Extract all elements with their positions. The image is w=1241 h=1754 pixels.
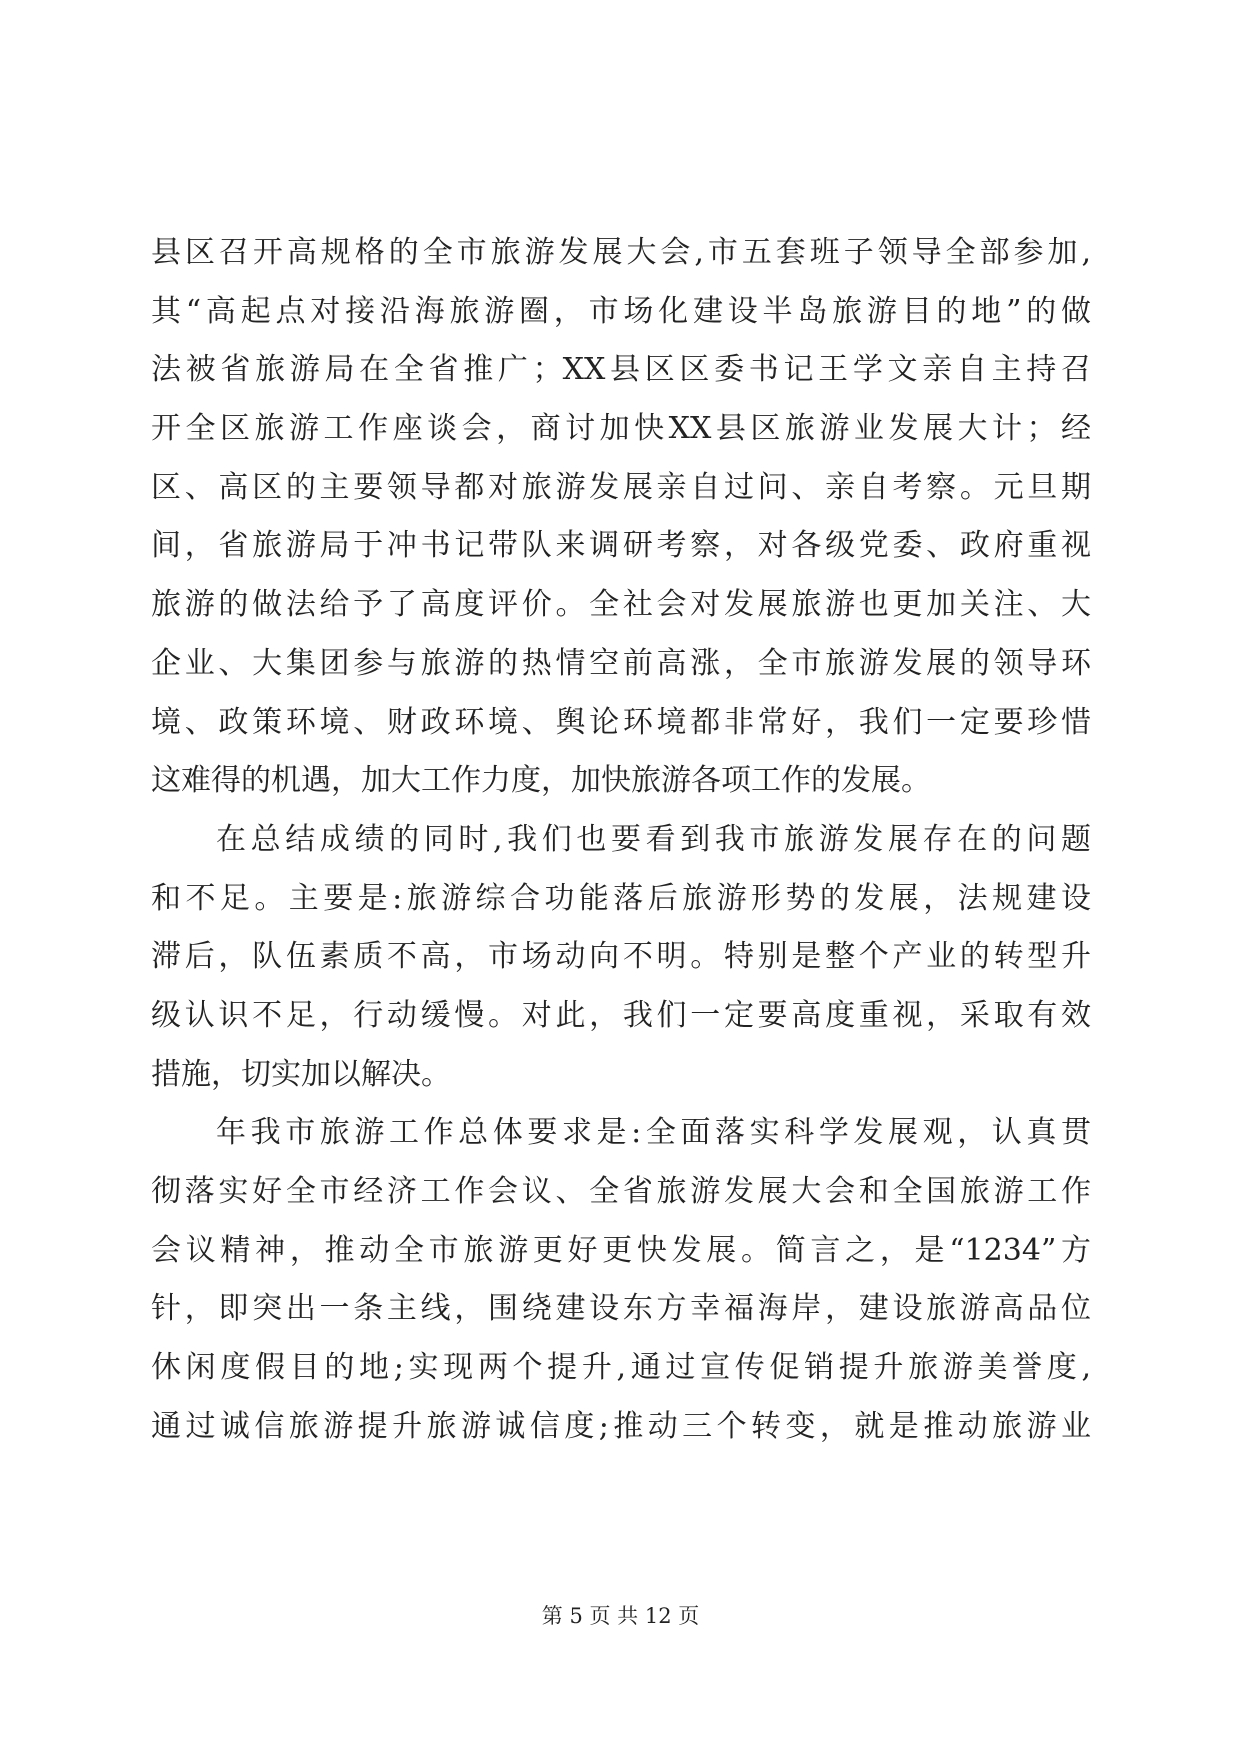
text-line: 其“高起点对接沿海旅游圈，市场化建设半岛旅游目的地”的做	[151, 293, 1091, 329]
text-line: 境、政策环境、财政环境、舆论环境都非常好，我们一定要珍惜	[151, 704, 1091, 740]
text-line: 法被省旅游局在全省推广；XX县区区委书记王学文亲自主持召	[151, 352, 1091, 388]
text-line: 级认识不足，行动缓慢。对此，我们一定要高度重视，采取有效	[151, 997, 1091, 1033]
text-line: 针，即突出一条主线，围绕建设东方幸福海岸，建设旅游高品位	[151, 1291, 1091, 1327]
text-line: 通过诚信旅游提升旅游诚信度;推动三个转变，就是推动旅游业	[151, 1408, 1091, 1444]
paragraph	[151, 224, 1091, 811]
text-line: 年我市旅游工作总体要求是:全面落实科学发展观，认真贯	[216, 1115, 1091, 1151]
text-line: 会议精神，推动全市旅游更好更快发展。简言之，是“1234”方	[151, 1232, 1091, 1268]
paragraph	[151, 811, 1091, 1104]
page-footer: 第 5 页 共 12 页	[541, 1604, 700, 1628]
document-body	[151, 224, 1091, 1456]
text-line: 区、高区的主要领导都对旅游发展亲自过问、亲自考察。元旦期	[151, 469, 1091, 505]
text-line: 县区召开高规格的全市旅游发展大会,市五套班子领导全部参加,	[151, 235, 1091, 270]
text-line: 这难得的机遇，加大工作力度，加快旅游各项工作的发展。	[151, 763, 931, 799]
text-line: 彻落实好全市经济工作会议、全省旅游发展大会和全国旅游工作	[151, 1174, 1091, 1209]
text-line: 旅游的做法给予了高度评价。全社会对发展旅游也更加关注、大	[151, 587, 1091, 623]
text-line: 企业、大集团参与旅游的热情空前高涨，全市旅游发展的领导环	[151, 645, 1091, 681]
text-line: 和不足。主要是:旅游综合功能落后旅游形势的发展，法规建设	[151, 880, 1091, 916]
text-line: 措施，切实加以解决。	[151, 1056, 451, 1092]
text-line: 休闲度假目的地;实现两个提升,通过宣传促销提升旅游美誉度,	[151, 1350, 1091, 1386]
paragraph	[151, 1104, 1091, 1456]
text-line: 滞后，队伍素质不高，市场动向不明。特别是整个产业的转型升	[151, 939, 1091, 975]
text-line: 开全区旅游工作座谈会，商讨加快XX县区旅游业发展大计；经	[151, 411, 1091, 447]
text-line: 在总结成绩的同时,我们也要看到我市旅游发展存在的问题	[216, 821, 1091, 857]
text-line: 间，省旅游局于冲书记带队来调研考察，对各级党委、政府重视	[151, 528, 1091, 564]
